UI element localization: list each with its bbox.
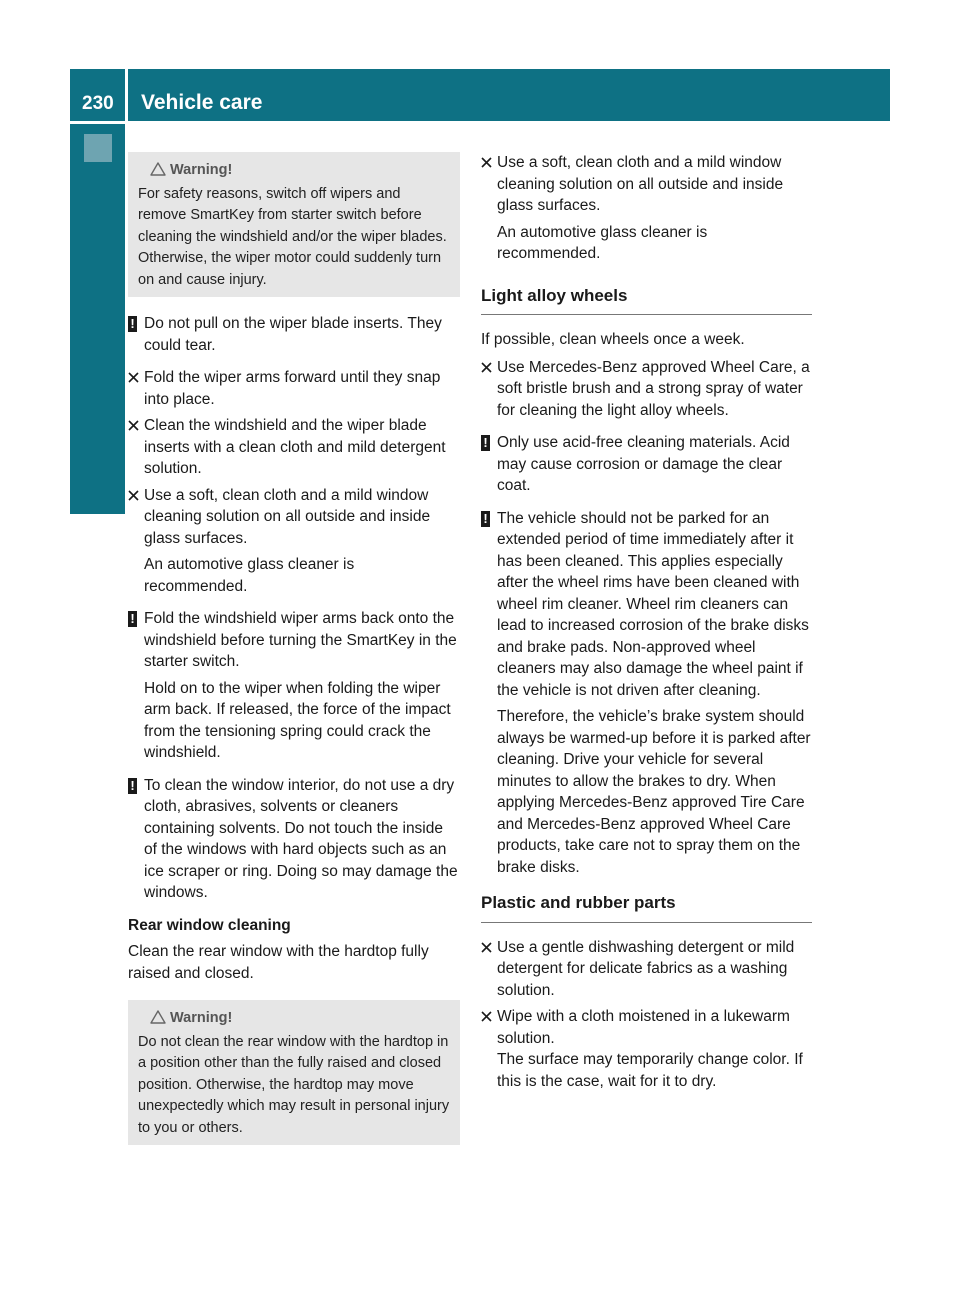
rear-window-text: Clean the rear window with the hardtop fully raised and closed. <box>128 943 429 982</box>
warning-triangle-icon <box>150 162 166 176</box>
note-item <box>128 313 460 356</box>
step-text: Use a soft, clean cloth and a mild window cleaning solution on all outside and inside glass surfaces. <box>497 154 784 214</box>
exclamation-icon: ! <box>128 316 137 332</box>
warning-title: Warning! <box>170 162 233 178</box>
note-item <box>128 775 460 904</box>
step-text: Clean the windshield and the wiper blade inserts with a clean cloth and mild detergent solution. <box>144 417 446 477</box>
note-item <box>481 432 812 497</box>
note-text: The vehicle should not be parked for an extended period of time immediately after it has been cleaned. This applies especially after the wheel rims have been cleaned with wheel rim cleaner. Wheel rim cleaners can lead to increased corrosion of the brake disks and brake pads. Non-approved wheel cleaners may also damage the wheel paint if the vehicle is not driven after cleaning. <box>497 509 809 699</box>
step-arrow-icon <box>128 415 140 435</box>
step-arrow-icon <box>481 937 493 957</box>
step-text: Use Mercedes-Benz approved Wheel Care, a soft bristle brush and a strong spray of water for cleaning the light alloy wheels. <box>497 358 810 419</box>
note-subtext: Therefore, the vehicle’s brake system should always be warmed-up before it is parked after cleaning. Drive your vehicle for several minutes to allow the brakes to dry. When applying Mercedes-Benz approved Tire Care and Mercedes-Benz approved Wheel Care products, take care not to spray them on the brake disks. <box>497 708 811 876</box>
step-subtext: The surface may temporarily change color. If this is the case, wait for it to dry. <box>497 1051 803 1090</box>
side-tab-label: Operation <box>86 572 109 672</box>
page-number: 230 <box>82 93 114 114</box>
step-arrow-icon <box>481 357 493 377</box>
step-item <box>481 1006 812 1092</box>
warning-title-row <box>138 160 450 182</box>
note-text: To clean the window interior, do not use a dry cloth, abrasives, solvents or cleaners containing solvents. Do not touch the inside of the windows with hard objects such as an ice scraper or ring. Doing so may damage the windows. <box>144 776 458 901</box>
section-heading-wheels: Light alloy wheels <box>481 285 812 316</box>
exclamation-icon: ! <box>128 778 137 794</box>
warning-triangle-icon <box>150 1010 166 1024</box>
warning-box <box>128 152 460 297</box>
step-subtext: An automotive glass cleaner is recommended. <box>497 223 708 262</box>
note-item <box>128 608 460 764</box>
exclamation-icon: ! <box>128 611 137 627</box>
warning-text: For safety reasons, switch off wipers and remove SmartKey from starter switch before cleaning the windshield and/or the wiper blades. Otherwise, the wiper motor could suddenly turn on and cause injury. <box>138 185 447 288</box>
warning-box <box>128 1000 460 1145</box>
step-arrow-icon <box>128 367 140 387</box>
page-title: Vehicle care <box>141 91 263 114</box>
side-tab <box>70 124 125 672</box>
step-item <box>128 367 460 410</box>
step-arrow-icon <box>481 1006 493 1026</box>
warning-text: Do not clean the rear window with the hardtop in a position other than the fully raised and closed position. Otherwise, the hardtop may move unexpectedly which may result in personal injury to you or others. <box>138 1033 450 1136</box>
note-text: Only use acid-free cleaning materials. Acid may cause corrosion or damage the clear coat. <box>497 434 790 494</box>
step-item <box>128 415 460 480</box>
step-text: Use a gentle dishwashing detergent or mild detergent for delicate fabrics as a washing solution. <box>497 938 795 999</box>
step-item <box>481 152 812 265</box>
page-number-box <box>70 69 125 121</box>
step-text: Use a soft, clean cloth and a mild window cleaning solution on all outside and inside glass surfaces. <box>144 486 431 547</box>
note-text: Fold the windshield wiper arms back onto the windshield before turning the SmartKey in the starter switch. <box>144 610 457 670</box>
note-subtext: Hold on to the wiper when folding the wiper arm back. If released, the force of the impact from the tensioning spring could crack the windshield. <box>144 679 451 761</box>
step-arrow-icon <box>128 485 140 505</box>
step-subtext: An automotive glass cleaner is recommended. <box>144 556 355 595</box>
exclamation-icon: ! <box>481 435 490 451</box>
step-text: Wipe with a cloth moistened in a lukewarm solution. <box>497 1008 790 1047</box>
step-item <box>481 357 812 422</box>
note-text: Do not pull on the wiper blade inserts. They could tear. <box>144 315 442 354</box>
warning-title-row <box>138 1008 450 1030</box>
step-arrow-icon <box>481 152 493 172</box>
note-item <box>481 508 812 879</box>
header-bar <box>128 69 890 121</box>
step-item <box>128 485 460 598</box>
step-item <box>481 937 812 1002</box>
rear-window-heading: Rear window cleaning <box>128 916 291 934</box>
left-column <box>128 152 460 1161</box>
warning-title: Warning! <box>170 1010 233 1026</box>
section-heading-plastic: Plastic and rubber parts <box>481 892 812 923</box>
wheels-intro: If possible, clean wheels once a week. <box>481 331 745 348</box>
side-tab-square <box>84 134 112 162</box>
right-column <box>481 152 812 1097</box>
exclamation-icon: ! <box>481 511 490 527</box>
step-text: Fold the wiper arms forward until they snap into place. <box>144 369 441 408</box>
